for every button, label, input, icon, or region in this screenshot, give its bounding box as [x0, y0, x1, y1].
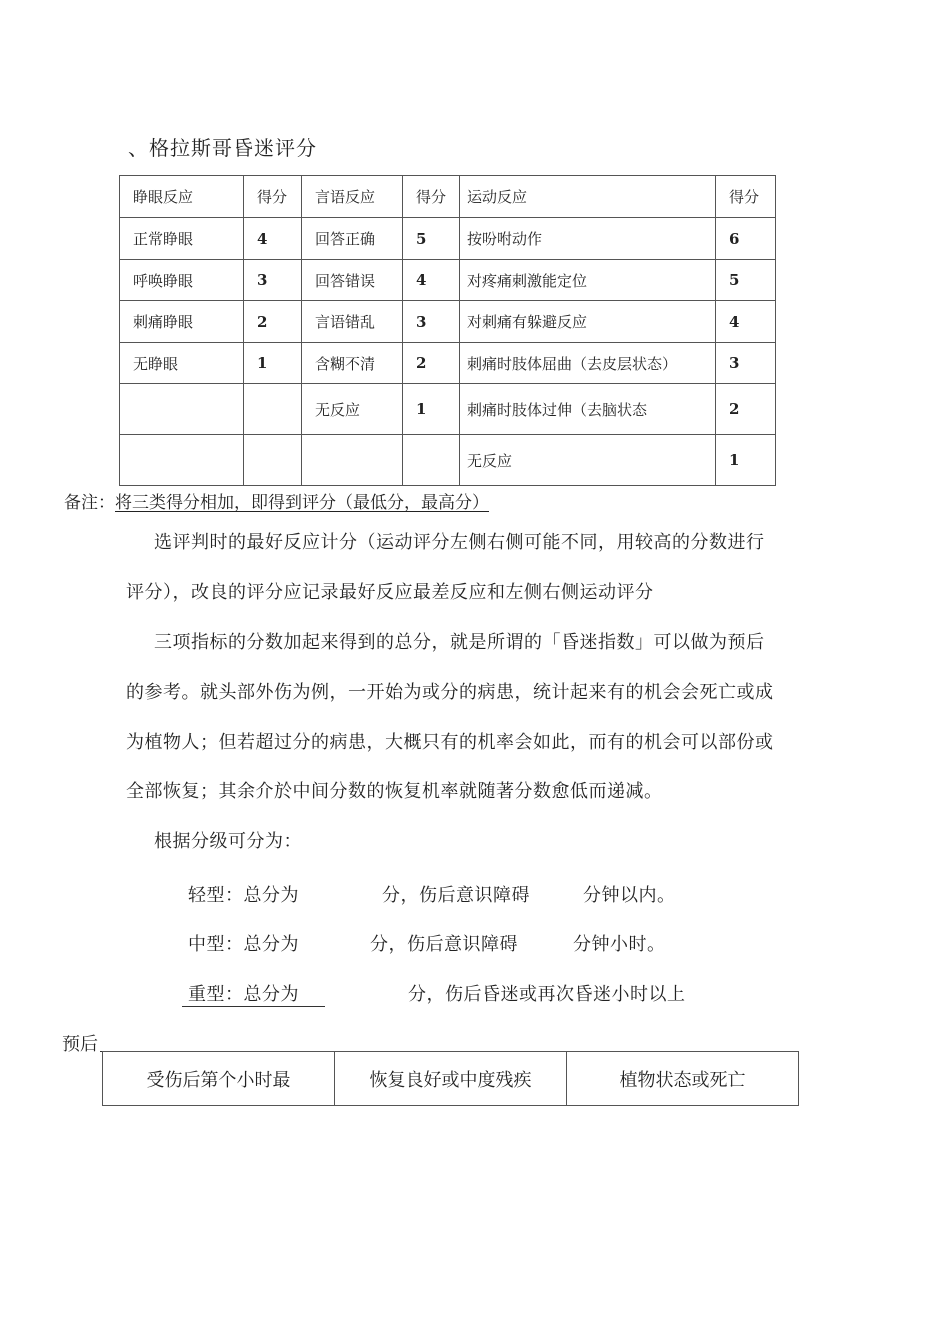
grade-light-end: 分钟以内。 [583, 885, 676, 906]
gcs-table [119, 175, 776, 486]
table-row [120, 384, 776, 435]
page-title: 、格拉斯哥昏迷评分 [128, 136, 317, 160]
note [64, 488, 489, 513]
header-score: 得分 [244, 176, 302, 218]
note-text: 将三类得分相加，即得到评分（最低分，最高分） [115, 493, 489, 513]
table-cell: 2 [244, 301, 302, 343]
table-cell [244, 384, 302, 435]
table-cell: 植物状态或死亡 [567, 1052, 799, 1106]
table-cell: 刺痛时肢体屈曲（去皮层状态） [460, 343, 716, 384]
grade-heavy-end: 分，伤后昏迷或再次昏迷小时以上 [408, 984, 686, 1005]
table-cell: 按吩咐动作 [460, 218, 716, 260]
table-cell: 2 [403, 343, 460, 384]
header-motor: 运动反应 [460, 176, 716, 218]
paragraph-line: 根据分级可分为： [154, 831, 302, 852]
table-cell: 2 [716, 384, 776, 435]
grade-heavy-label: 重型：总分为 [182, 980, 325, 1007]
table-cell: 无反应 [302, 384, 403, 435]
note-label: 备注： [64, 493, 115, 513]
table-row [120, 301, 776, 343]
grade-light-mid: 分，伤后意识障碍 [382, 885, 530, 906]
table-cell [403, 435, 460, 486]
table-cell [244, 435, 302, 486]
table-cell [120, 384, 244, 435]
table-cell: 3 [244, 260, 302, 301]
table-cell: 呼唤睁眼 [120, 260, 244, 301]
paragraph-line: 三项指标的分数加起来得到的总分，就是所谓的「昏迷指数」可以做为预后 [154, 632, 765, 653]
table-cell: 恢复良好或中度残疾 [335, 1052, 567, 1106]
paragraph-line: 为植物人；但若超过分的病患，大概只有的机率会如此，而有的机会可以部份或 [126, 732, 774, 753]
table-cell: 刺痛睁眼 [120, 301, 244, 343]
table-cell: 刺痛时肢体过伸（去脑状态 [460, 384, 716, 435]
table-cell: 含糊不清 [302, 343, 403, 384]
table-cell: 回答正确 [302, 218, 403, 260]
table-cell: 无反应 [460, 435, 716, 486]
table-cell: 3 [403, 301, 460, 343]
prognosis-label: 预后 [62, 1034, 98, 1055]
table-row [120, 343, 776, 384]
header-score: 得分 [716, 176, 776, 218]
table-cell: 1 [244, 343, 302, 384]
grade-medium-end: 分钟小时。 [573, 934, 666, 955]
paragraph-line: 选评判时的最好反应计分（运动评分左侧右侧可能不同，用较高的分数进行 [154, 532, 765, 553]
table-row [120, 260, 776, 301]
grade-medium-mid: 分，伤后意识障碍 [370, 934, 518, 955]
table-cell: 1 [716, 435, 776, 486]
table-cell [120, 435, 244, 486]
paragraph-line: 评分），改良的评分应记录最好反应最差反应和左侧右侧运动评分 [126, 582, 654, 603]
table-cell: 4 [716, 301, 776, 343]
table-cell: 正常睁眼 [120, 218, 244, 260]
prognosis-table [102, 1051, 799, 1106]
paragraph-line: 的参考。就头部外伤为例，一开始为或分的病患，统计起来有的机会会死亡或成 [126, 682, 774, 703]
table-cell: 4 [244, 218, 302, 260]
table-cell: 对刺痛有躲避反应 [460, 301, 716, 343]
table-cell: 言语错乱 [302, 301, 403, 343]
table-cell: 5 [403, 218, 460, 260]
table-cell: 5 [716, 260, 776, 301]
grade-medium-label: 中型：总分为 [188, 934, 299, 955]
grade-light-label: 轻型：总分为 [188, 885, 299, 906]
header-eye: 睁眼反应 [120, 176, 244, 218]
table-header-row [120, 176, 776, 218]
table-cell: 对疼痛刺激能定位 [460, 260, 716, 301]
table-row [120, 435, 776, 486]
table-cell: 3 [716, 343, 776, 384]
paragraph-line: 全部恢复；其余介於中间分数的恢复机率就随著分数愈低而递减。 [126, 781, 663, 802]
table-cell [302, 435, 403, 486]
table-cell: 4 [403, 260, 460, 301]
table-cell: 6 [716, 218, 776, 260]
table-row [120, 218, 776, 260]
table-cell: 受伤后第个小时最 [103, 1052, 335, 1106]
header-score: 得分 [403, 176, 460, 218]
table-cell: 1 [403, 384, 460, 435]
table-cell: 无睁眼 [120, 343, 244, 384]
header-verbal: 言语反应 [302, 176, 403, 218]
table-row [103, 1052, 799, 1106]
table-cell: 回答错误 [302, 260, 403, 301]
